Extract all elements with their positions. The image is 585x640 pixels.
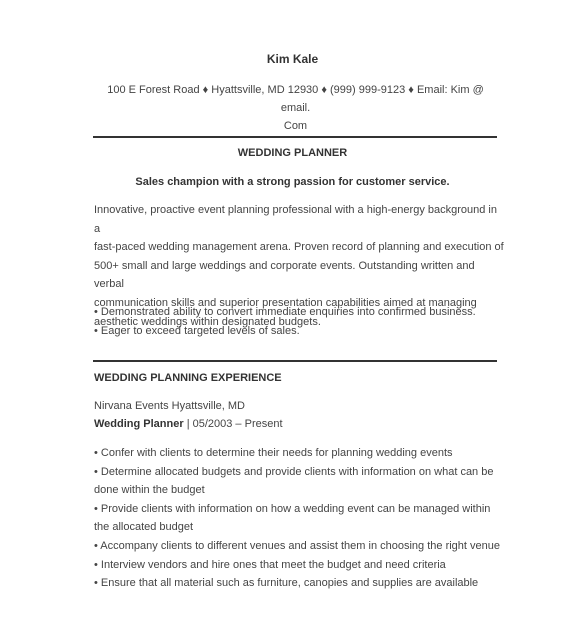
duties-list bbox=[94, 444, 504, 593]
experience-heading: WEDDING PLANNING EXPERIENCE bbox=[94, 372, 282, 384]
position-title: Wedding Planner bbox=[94, 418, 184, 430]
summary-line: 500+ small and large weddings and corporate events. Outstanding written and verbal bbox=[94, 259, 475, 291]
summary-line: Innovative, proactive event planning professional with a high-energy background in a bbox=[94, 204, 497, 235]
duty-item: • Accompany clients to different venues and assist them in choosing the right venue bbox=[94, 539, 500, 552]
position-line bbox=[94, 418, 283, 430]
duty-item: • Ensure that all material such as furniture, canopies and supplies are available bbox=[94, 577, 479, 590]
tagline: Sales champion with a strong passion for customer service. bbox=[135, 176, 450, 188]
candidate-name: Kim Kale bbox=[266, 52, 319, 66]
duty-item: • Confer with clients to determine their needs for planning wedding events bbox=[94, 447, 453, 459]
position-dates: | 05/2003 – Present bbox=[183, 418, 283, 430]
job-title-heading: WEDDING PLANNER bbox=[237, 147, 348, 159]
contact-info bbox=[93, 81, 498, 135]
contact-line: 100 E Forest Road ♦ Hyattsville, MD 12930 ♦ (999) 999-9123 ♦ Email: Kim @ email. bbox=[107, 84, 484, 114]
duty-item: • Interview vendors and hire ones that meet the budget and need criteria bbox=[94, 558, 446, 571]
section-divider bbox=[93, 136, 497, 138]
summary-line: fast-paced wedding management arena. Proven record of planning and execution of bbox=[94, 241, 504, 254]
employer-line: Nirvana Events Hyattsville, MD bbox=[94, 400, 245, 412]
summary-line: aesthetic weddings within designated budgets. bbox=[94, 315, 321, 328]
section-divider bbox=[93, 360, 497, 362]
contact-line: Com bbox=[283, 120, 308, 132]
highlights-list bbox=[94, 303, 504, 340]
duty-item: • Determine allocated budgets and provide clients with information on what can be bbox=[94, 465, 494, 478]
duty-item: • Provide clients with information on how a wedding event can be managed within bbox=[94, 502, 491, 515]
summary-line: communication skills and superior presentation capabilities aimed at managing bbox=[94, 296, 477, 309]
duty-item: done within the budget bbox=[94, 484, 205, 497]
highlight-item: • Demonstrated ability to convert immediate enquiries into confirmed business. bbox=[94, 306, 476, 318]
duty-item: the allocated budget bbox=[94, 521, 194, 534]
highlight-item: • Eager to exceed targeted levels of sales. bbox=[94, 324, 300, 337]
